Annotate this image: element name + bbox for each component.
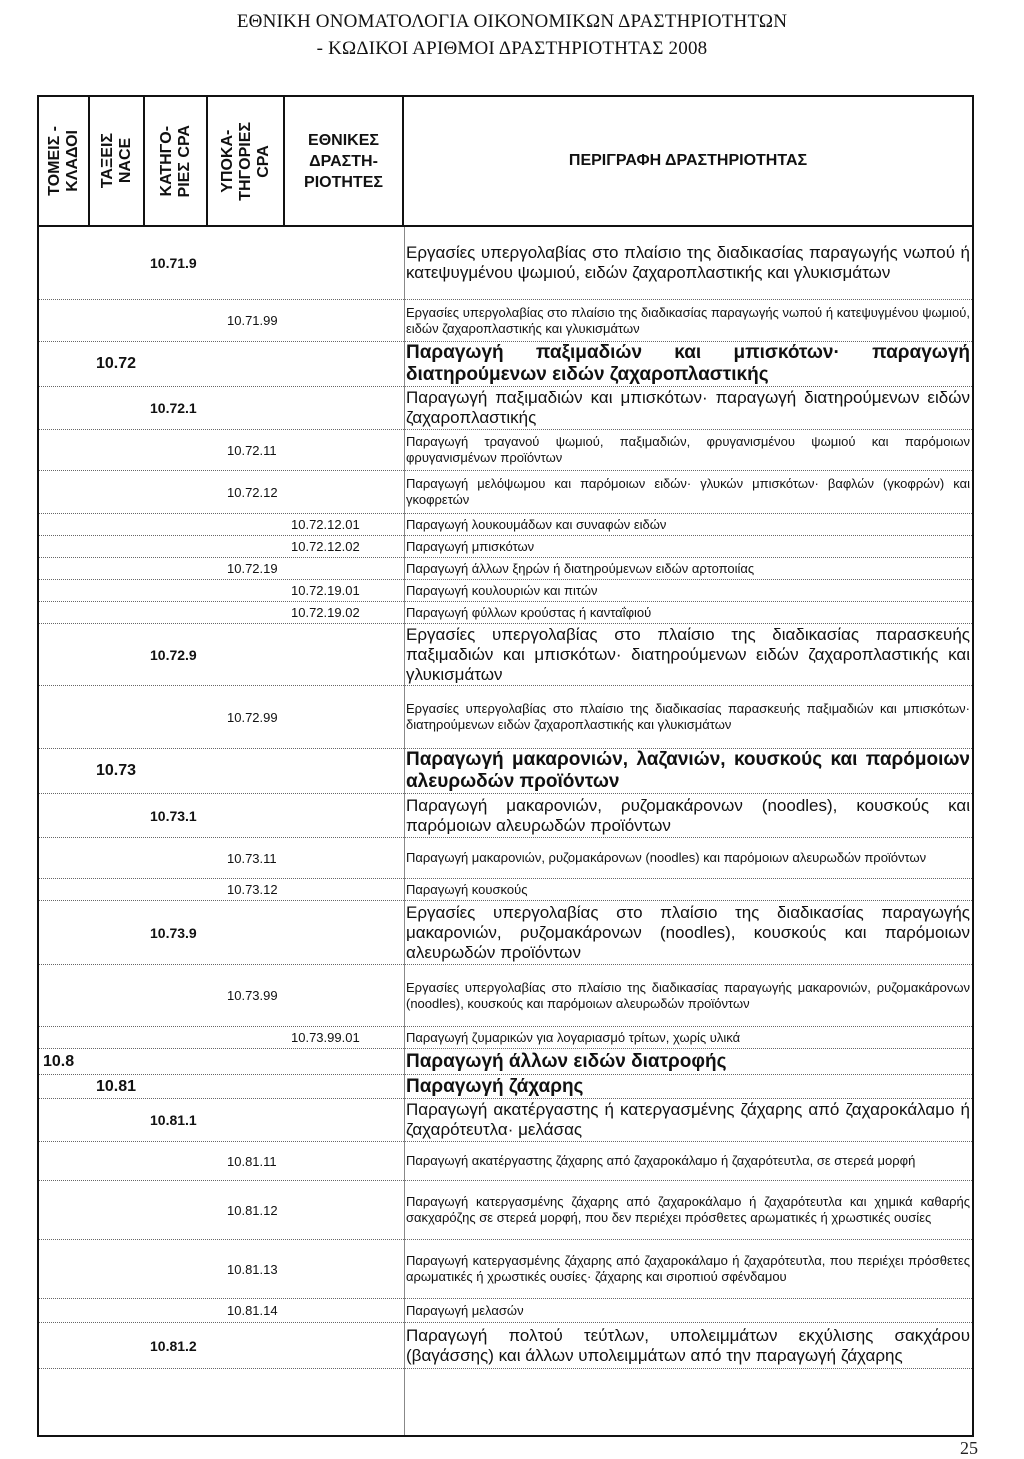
- activity-description: [404, 602, 970, 623]
- activity-description-text: Παραγωγή μακαρονιών, ρυζομακάρονων (noodles) και παρόμοιων αλευρωδών προϊόντων: [406, 850, 927, 865]
- activity-description-text: Εργασίες υπεργολαβίας στο πλαίσιο της διαδικασίας παραγωγής μακαρονιών, ρυζομακάρονων (noodles), κουσκούς και παρόμοιων αλευρωδών προϊόντων: [406, 979, 970, 1011]
- column-divider: [404, 227, 405, 1435]
- activity-code: 10.71.99: [227, 313, 278, 328]
- activity-description-text: Παραγωγή άλλων ειδών διατροφής: [406, 1050, 727, 1072]
- activity-description-text: Εργασίες υπεργολαβίας στο πλαίσιο της διαδικασίας παραγωγής νωπού ή κατεψυγμένου ψωμιού, ειδών ζαχαροπλαστικής και γλυκισμάτων: [406, 304, 970, 336]
- activity-description: [404, 514, 970, 535]
- activity-description: [404, 227, 970, 299]
- table-row: [39, 1299, 972, 1323]
- table-row: [39, 1181, 972, 1240]
- activity-description: [404, 471, 970, 513]
- activity-description-text: Παραγωγή κουσκούς: [406, 881, 528, 897]
- table-row: [39, 602, 972, 624]
- activity-description: [404, 1323, 970, 1368]
- activity-description-text: Παραγωγή παξιμαδιών και μπισκότων· παραγωγή διατηρούμενων ειδών ζαχαροπλαστικής: [406, 388, 970, 427]
- activity-description-text: Παραγωγή φύλλων κρούστας ή κανταΐφιού: [406, 604, 652, 620]
- activity-description: [404, 686, 970, 748]
- activity-code: 10.72.19: [227, 561, 278, 576]
- activity-code: 10.73: [96, 762, 137, 779]
- activity-description-text: Παραγωγή μελόψωμου και παρόμοιων ειδών· γλυκών μπισκότων· βαφλών (γκοφρών) και γκοφρετών: [406, 476, 970, 507]
- table-row: [39, 749, 972, 794]
- table-row: [39, 1049, 972, 1075]
- activity-description-text: Παραγωγή κουλουριών και πιτών: [406, 582, 598, 598]
- table-row: [39, 430, 972, 471]
- activity-description-text: Παραγωγή ζυμαρικών για λογαριασμό τρίτων, χωρίς υλικά: [406, 1029, 741, 1045]
- activity-description-text: Παραγωγή ζάχαρης: [406, 1075, 584, 1097]
- page-number: 25: [960, 1438, 978, 1458]
- activity-code: 10.73.12: [227, 882, 278, 897]
- table-row: [39, 387, 972, 430]
- activity-description-text: Παραγωγή κατεργασμένης ζάχαρης από ζαχαροκάλαμο ή ζαχαρότευτλα και χημικά καθαρής σακχαρόζης σε στερεά μορφή, που δεν περιέχει πρόσθετες αρωματικές ή χρωστικές ουσίες: [406, 1194, 970, 1225]
- table-row: [39, 965, 972, 1027]
- activity-description: [404, 536, 970, 557]
- activity-description-text: Παραγωγή μακαρονιών, ρυζομακάρονων (noodles), κουσκούς και παρόμοιων αλευρωδών προϊόντων: [406, 795, 970, 835]
- table-row: [39, 1099, 972, 1142]
- activity-description-text: Εργασίες υπεργολαβίας στο πλαίσιο της διαδικασίας παραγωγής μακαρονιών, ρυζομακάρονων (noodles), κουσκούς και παρόμοιων αλευρωδών προϊόντων: [406, 902, 970, 962]
- activity-description: [404, 1075, 970, 1098]
- activity-description-text: Εργασίες υπεργολαβίας στο πλαίσιο της διαδικασίας παραγωγής νωπού ή κατεψυγμένου ψωμιού, ειδών ζαχαροπλαστικής και γλυκισμάτων: [406, 243, 970, 282]
- table-row: [39, 1075, 972, 1099]
- table-row: [39, 1142, 972, 1181]
- activity-description: [404, 879, 970, 900]
- activity-description: [404, 1049, 970, 1074]
- activity-description: [404, 1299, 970, 1322]
- activity-description: [404, 387, 970, 429]
- activity-description: [404, 342, 970, 386]
- activity-description-text: Παραγωγή μελασών: [406, 1302, 524, 1318]
- column-header-cpa-categories: ΚΑΤΗΓΟ- ΡΙΕΣ CPA: [145, 97, 208, 225]
- activity-code: 10.72.99: [227, 709, 278, 725]
- activity-description-text: Παραγωγή άλλων ξηρών ή διατηρούμενων ειδών αρτοποιίας: [406, 560, 755, 576]
- column-header-national: ΕΘΝΙΚΕΣ ΔΡΑΣΤΗ- ΡΙΟΤΗΤΕΣ: [285, 97, 404, 225]
- table-row: [39, 514, 972, 536]
- activity-description-text: Παραγωγή μακαρονιών, λαζανιών, κουσκούς και παρόμοιων αλευρωδών προϊόντων: [406, 749, 970, 792]
- activity-code: 10.81.1: [150, 1112, 197, 1128]
- header-title: ΕΘΝΙΚΗ ΟΝΟΜΑΤΟΛΟΓΙΑ ΟΙΚΟΝΟΜΙΚΩΝ ΔΡΑΣΤΗΡΙΟΤΗΤΩΝ: [236, 11, 788, 32]
- table-row: [39, 471, 972, 514]
- column-header-description: ΠΕΡΙΓΡΑΦΗ ΔΡΑΣΤΗΡΙΟΤΗΤΑΣ: [568, 152, 808, 169]
- activity-code: 10.73.1: [150, 807, 197, 824]
- activity-description: [404, 558, 970, 579]
- activity-description-text: Παραγωγή κατεργασμένης ζάχαρης από ζαχαροκάλαμο ή ζαχαρότευτλα, που περιέχει πρόσθετες αρωματικές ή χρωστικές ουσίες· ζάχαρης και σιροπιού σφένδαμου: [406, 1253, 970, 1284]
- table-row: [39, 580, 972, 602]
- activity-code: 10.73.11: [227, 850, 277, 866]
- activity-code: 10.72: [96, 355, 137, 372]
- activity-description: [404, 1027, 970, 1048]
- activity-code: 10.81: [96, 1077, 137, 1095]
- activity-description: [404, 300, 970, 341]
- table-row: [39, 536, 972, 558]
- activity-code: 10.72.1: [150, 400, 197, 416]
- activity-code: 10.71.9: [150, 255, 197, 271]
- header-subtitle: - ΚΩΔΙΚΟΙ ΑΡΙΘΜΟΙ ΔΡΑΣΤΗΡΙΟΤΗΤΑΣ 2008: [316, 38, 708, 59]
- table-row: [39, 794, 972, 838]
- activity-description: [404, 1142, 970, 1180]
- table-row: [39, 300, 972, 342]
- table-row: [39, 879, 972, 901]
- table-row: [39, 901, 972, 965]
- table-row: [39, 624, 972, 686]
- activity-code: 10.81.2: [150, 1337, 197, 1354]
- activity-description-text: Παραγωγή παξιμαδιών και μπισκότων· παραγωγή διατηρούμενων ειδών ζαχαροπλαστικής: [406, 342, 970, 385]
- activity-description-text: Παραγωγή μπισκότων: [406, 538, 535, 554]
- activity-code: 10.72.11: [227, 442, 277, 458]
- table-row: [39, 1240, 972, 1299]
- activity-description: [404, 580, 970, 601]
- activity-description-text: Εργασίες υπεργολαβίας στο πλαίσιο της διαδικασίας παρασκευής παξιμαδιών και μπισκότων· διατηρούμενων ειδών ζαχαροπλαστικής και γλυκισμάτων: [406, 624, 970, 684]
- activity-code: 10.72.19.02: [291, 605, 360, 620]
- table-row: [39, 227, 972, 300]
- activity-code: 10.81.11: [227, 1153, 277, 1169]
- table-row: [39, 686, 972, 749]
- activity-description-text: Παραγωγή ακατέργαστης ή κατεργασμένης ζάχαρης από ζαχαροκάλαμο ή ζαχαρότευτλα· μελάσας: [406, 1100, 970, 1139]
- activity-description: [404, 749, 970, 793]
- activity-description: [404, 1181, 970, 1239]
- activity-description-text: Εργασίες υπεργολαβίας στο πλαίσιο της διαδικασίας παρασκευής παξιμαδιών και μπισκότων· διατηρούμενων ειδών ζαχαροπλαστικής και γλυκισμάτων: [406, 701, 970, 732]
- activity-description: [404, 1240, 970, 1298]
- table-row: [39, 342, 972, 387]
- activity-code: 10.8: [43, 1052, 75, 1070]
- activity-code: 10.73.9: [150, 924, 197, 941]
- activity-code: 10.72.19.01: [291, 583, 360, 598]
- activity-code: 10.81.14: [227, 1303, 278, 1318]
- activity-description: [404, 624, 970, 685]
- activity-code: 10.81.12: [227, 1202, 278, 1218]
- table-header: [39, 97, 972, 227]
- table-row: [39, 838, 972, 879]
- activity-code: 10.72.12.02: [291, 539, 360, 554]
- activity-description: [404, 794, 970, 837]
- activity-description: [404, 965, 970, 1026]
- activity-description-text: Παραγωγή λουκουμάδων και συναφών ειδών: [406, 516, 667, 532]
- activity-code: 10.72.12: [227, 484, 278, 500]
- activity-code: 10.72.12.01: [291, 517, 360, 532]
- table-row: [39, 1323, 972, 1369]
- activity-description: [404, 430, 970, 470]
- table-row: [39, 1027, 972, 1049]
- column-header-nace: ΤΑΞΕΙΣ NACE: [90, 97, 145, 225]
- activity-codes-table: [37, 95, 974, 1437]
- activity-description: [404, 901, 970, 964]
- column-header-cpa-subcategories: ΥΠΟΚΑ- ΤΗΓΟΡΙΕΣ CPA: [208, 97, 285, 225]
- activity-description: [404, 838, 970, 878]
- activity-description-text: Παραγωγή τραγανού ψωμιού, παξιμαδιών, φρυγανισμένου ψωμιού και παρόμοιων φρυγανισμένων προϊόντων: [406, 434, 970, 465]
- activity-code: 10.81.13: [227, 1261, 278, 1277]
- activity-code: 10.73.99: [227, 988, 278, 1003]
- activity-code: 10.72.9: [150, 646, 197, 663]
- table-row: [39, 558, 972, 580]
- page-header: [0, 8, 1024, 62]
- column-header-sectors: ΤΟΜΕΙΣ - ΚΛΑΔΟΙ: [39, 97, 90, 225]
- activity-description: [404, 1099, 970, 1141]
- activity-description-text: Παραγωγή ακατέργαστης ζάχαρης από ζαχαροκάλαμο ή ζαχαρότευτλα, σε στερεά μορφή: [406, 1153, 916, 1168]
- activity-description-text: Παραγωγή πολτού τεύτλων, υπολειμμάτων εκχύλισης σακχάρου (βαγάσσης) και άλλων υπολειμμάτων από την παραγωγή ζάχαρης: [406, 1325, 970, 1365]
- activity-code: 10.73.99.01: [291, 1030, 360, 1045]
